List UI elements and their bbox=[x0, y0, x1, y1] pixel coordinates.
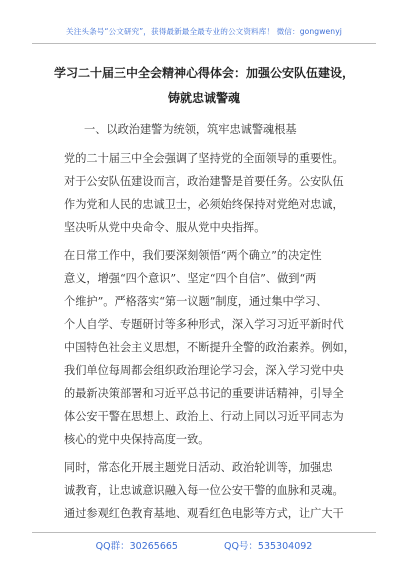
body-line: 对于公安队伍建设而言，政治建警是首要任务。公安队伍 bbox=[64, 175, 344, 188]
footer bbox=[0, 538, 408, 552]
qq-number-label[interactable]: QQ号：535304092 bbox=[223, 541, 313, 552]
header-divider bbox=[32, 43, 376, 44]
body-line: 意义，增强“四个意识”、坚定“四个自信”、做到“两 bbox=[64, 272, 317, 285]
body-line: 个维护”。严格落实“第一议题”制度，通过集中学习、 bbox=[64, 295, 328, 308]
header-banner[interactable]: 关注头条号“公文研究”，获得最新最全最专业的公文资料库！ 微信：gongwenyj bbox=[66, 27, 342, 36]
body-line: 体公安干警在思想上、政治上、行动上同以习近平同志为 bbox=[64, 410, 344, 423]
body-line: 核心的党中央保持高度一致。 bbox=[64, 433, 210, 446]
body-line: 个人自学、专题研讨等多种形式，深入学习习近平新时代 bbox=[64, 318, 344, 331]
body-line: 我们单位每周都会组织政治理论学习会，深入学习党中央 bbox=[64, 364, 344, 377]
footer-divider bbox=[32, 532, 376, 533]
body-line: 同时，常态化开展主题党日活动、政治轮训等，加强忠 bbox=[64, 461, 333, 474]
body-line: 中国特色社会主义思想，不断提升全警的政治素养。例如， bbox=[64, 341, 355, 354]
body-line: 在日常工作中，我们要深刻领悟“两个确立”的决定性 bbox=[64, 249, 322, 262]
qq-group-label[interactable]: QQ群：30265665 bbox=[95, 541, 178, 552]
body-line: 党的二十届三中全会强调了坚持党的全面领导的重要性。 bbox=[64, 152, 344, 165]
body-line: 通过参观红色教育基地、观看红色电影等方式，让广大干 bbox=[64, 507, 344, 520]
body-line: 诚教育，让忠诚意识融入每一位公安干警的血脉和灵魂。 bbox=[64, 484, 344, 497]
document-title-line-2: 铸就忠诚警魂 bbox=[167, 91, 240, 105]
section-heading: 一、以政治建警为统领，筑牢忠诚警魂根基 bbox=[84, 123, 297, 136]
document-title-line-1: 学习二十届三中全会精神心得体会：加强公安队伍建设， bbox=[53, 66, 354, 80]
body-line: 的最新决策部署和习近平总书记的重要讲话精神，引导全 bbox=[64, 387, 344, 400]
body-line: 作为党和人民的忠诚卫士，必须始终保持对党绝对忠诚， bbox=[64, 198, 344, 211]
body-line: 坚决听从党中央命令、服从党中央指挥。 bbox=[64, 221, 266, 234]
